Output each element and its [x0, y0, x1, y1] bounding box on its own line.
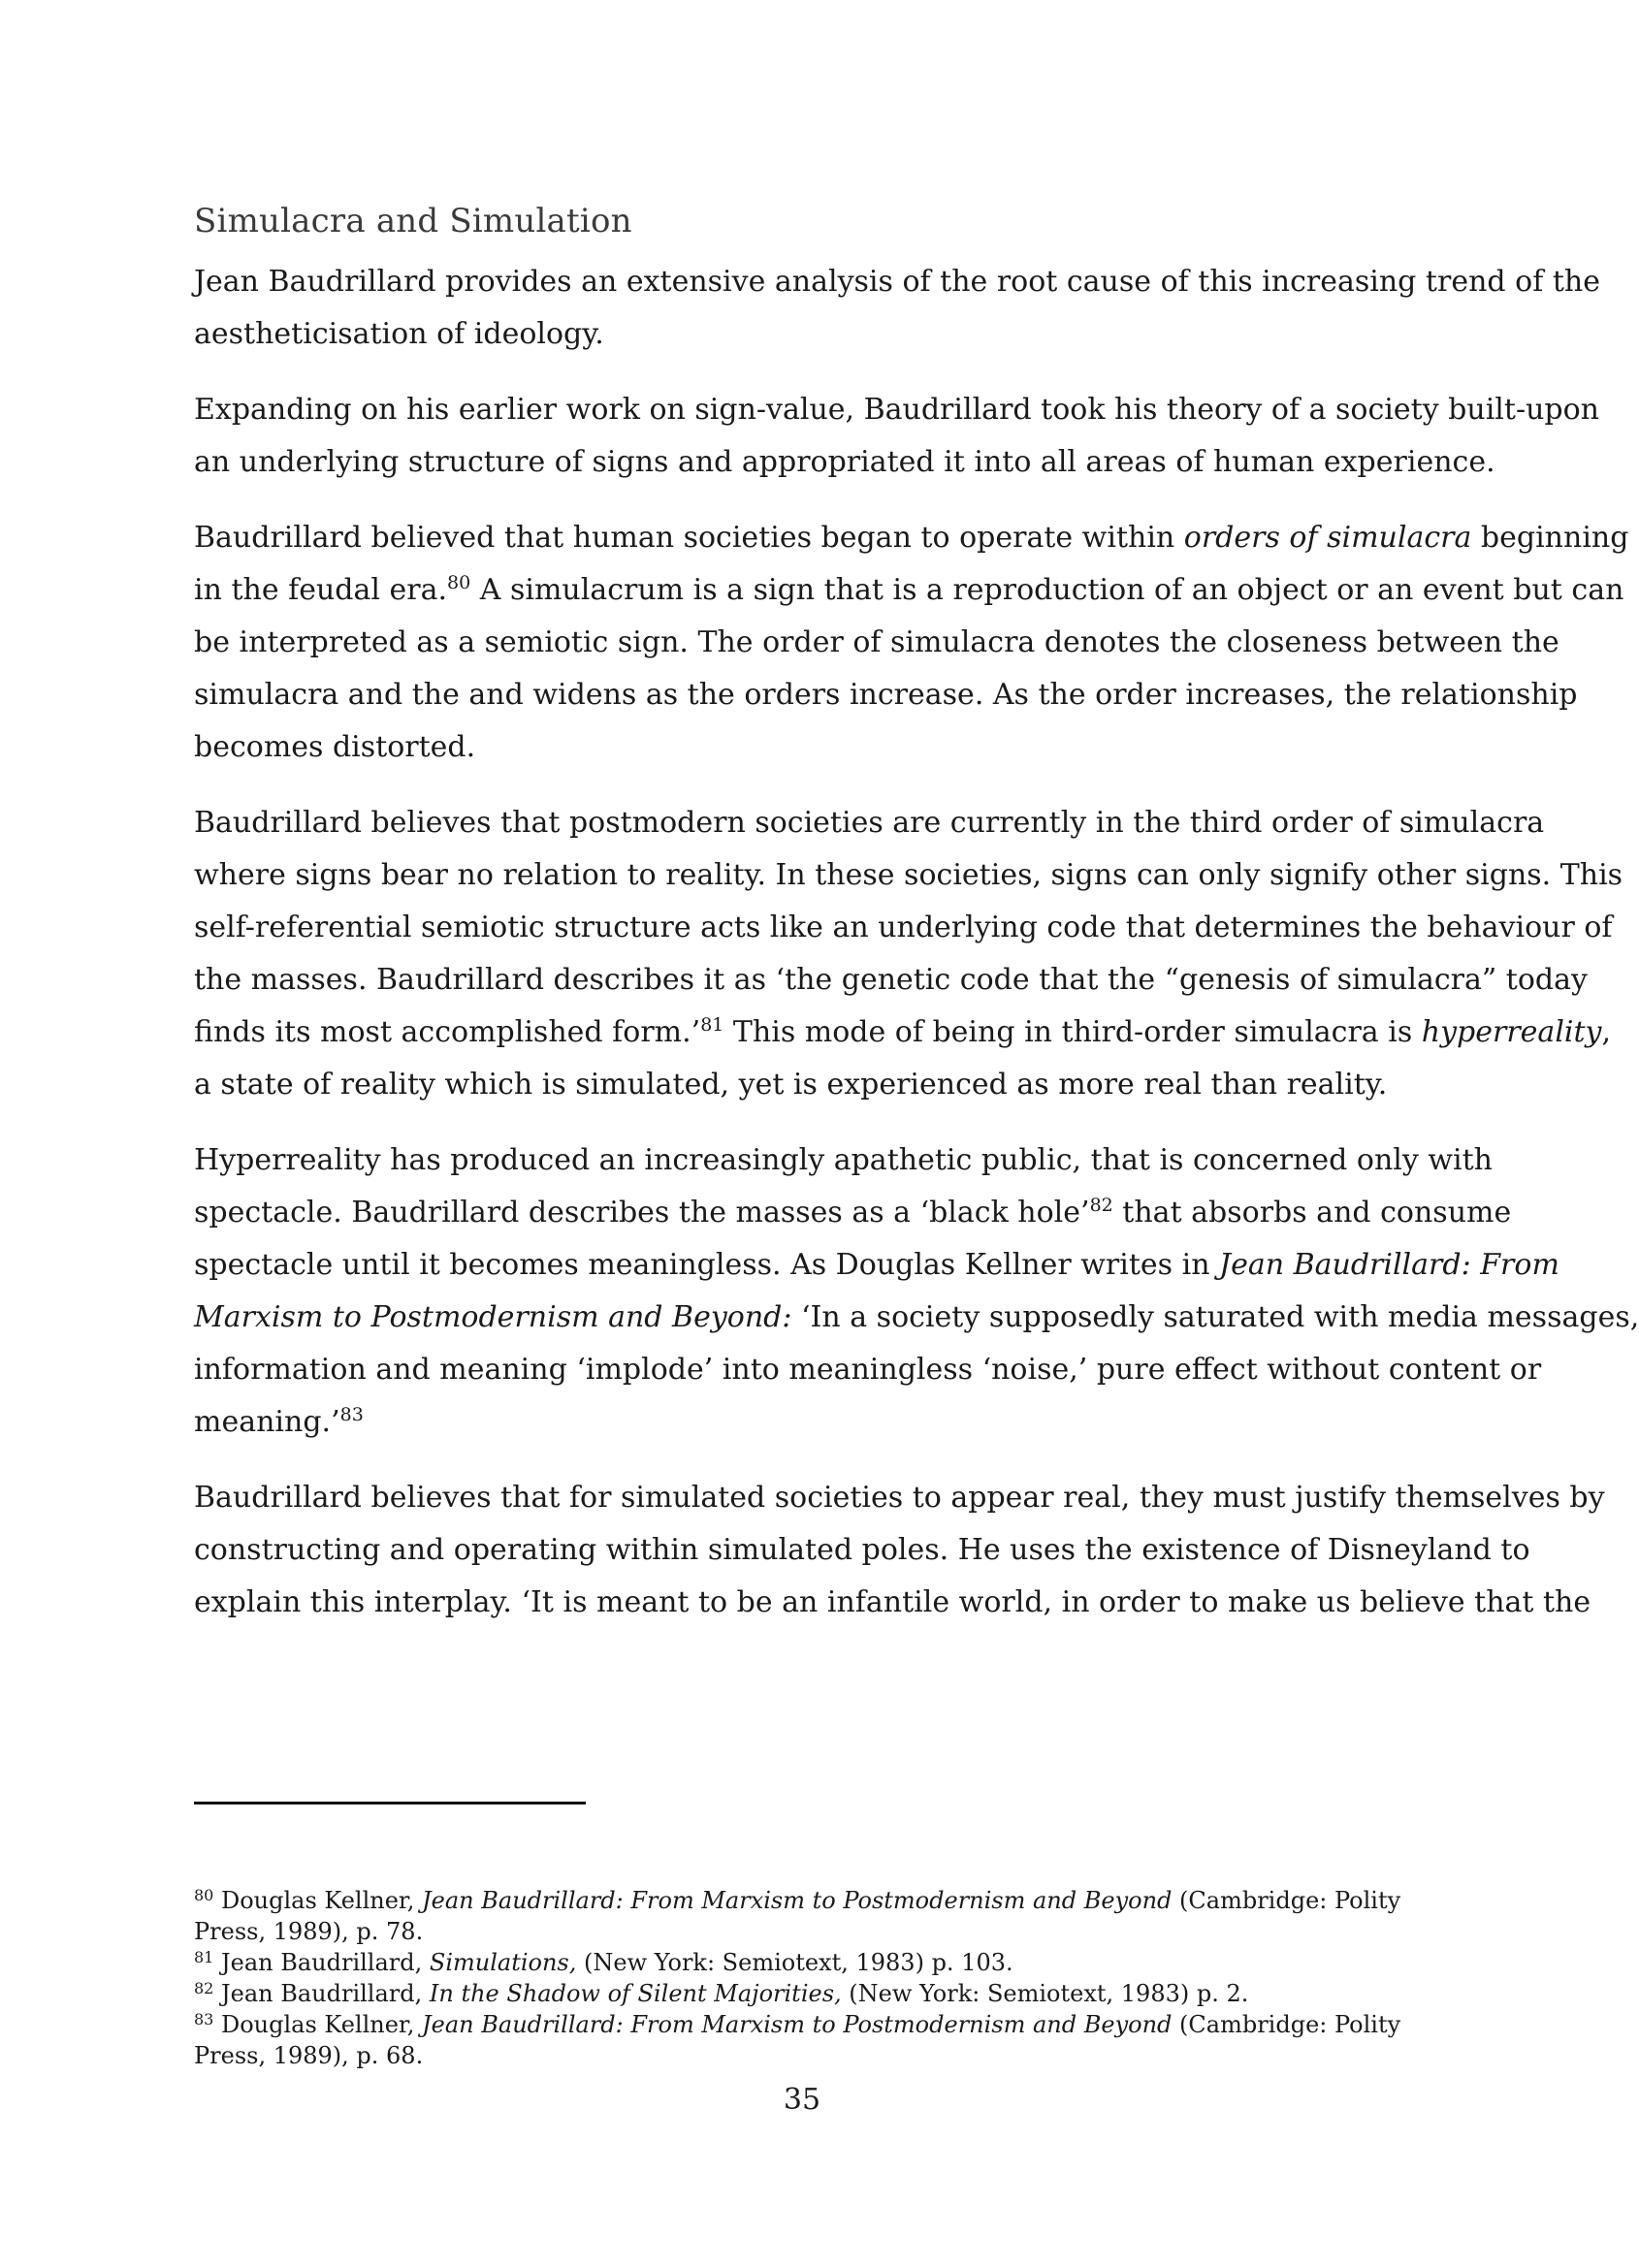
italic-title: Jean Baudrillard: From Marxism to Postmodernism and Beyond — [422, 2011, 1173, 2038]
text-line — [194, 1187, 1512, 1239]
italic-title: Jean Baudrillard: From — [1219, 1248, 1559, 1282]
paragraph — [194, 384, 1599, 489]
text-line — [194, 669, 1578, 721]
text-run: spectacle. Baudrillard describes the masses as a ‘black hole’ — [194, 1196, 1090, 1230]
section-heading: Simulacra and Simulation — [194, 202, 632, 240]
text-run: Expanding on his earlier work on sign-value, Baudrillard took his theory of a society built-upon — [194, 393, 1599, 427]
text-run: Jean Baudrillard, — [213, 1949, 430, 1976]
text-line — [194, 1916, 1400, 1947]
text-line — [194, 902, 1613, 954]
text-run: (Cambridge: Polity — [1172, 1887, 1401, 1914]
text-run: Douglas Kellner, — [213, 2011, 423, 2038]
text-run: (New York: Semiotext, 1983) p. 103. — [576, 1949, 1013, 1976]
text-run: where signs bear no relation to reality. In these societies, signs can only signify other signs. This — [194, 858, 1623, 892]
text-line — [194, 1947, 1400, 1978]
text-run: that absorbs and consume — [1112, 1196, 1512, 1230]
text-line — [194, 436, 1495, 489]
footnote-number: 82 — [194, 1979, 214, 1997]
footnote-ref[interactable]: 83 — [339, 1404, 364, 1425]
paragraph — [194, 1134, 1639, 1449]
text-run: spectacle until it becomes meaningless. As Douglas Kellner writes in — [194, 1248, 1220, 1282]
footnote-ref[interactable]: 82 — [1089, 1195, 1113, 1216]
text-run: (New York: Semiotext, 1983) p. 2. — [841, 1980, 1249, 2007]
text-run: simulacra and the and widens as the orders increase. As the order increases, the relationship — [194, 678, 1578, 712]
text-line — [194, 1577, 1591, 1629]
text-line — [194, 617, 1559, 669]
text-line — [194, 1239, 1559, 1292]
text-line — [194, 256, 1600, 308]
text-line — [194, 1006, 1612, 1059]
text-run: meaning.’ — [194, 1405, 340, 1439]
text-line — [194, 308, 1422, 361]
text-run: a state of reality which is simulated, yet is experienced as more real than reality. — [194, 1068, 1388, 1102]
text-run: Jean Baudrillard provides an extensive analysis of the root cause of this increasing trend of the — [194, 265, 1600, 299]
text-run: Press, 1989), p. 68. — [194, 2042, 424, 2069]
text-line — [194, 384, 1599, 436]
text-line — [194, 1344, 1542, 1396]
body-text — [194, 256, 1639, 1652]
text-run: beginning — [1471, 521, 1629, 555]
italic-term: hyperreality — [1421, 1015, 1602, 1049]
text-run: be interpreted as a semiotic sign. The order of simulacra denotes the closeness between the — [194, 625, 1559, 659]
text-run: This mode of being in third-order simulacra is — [723, 1015, 1422, 1049]
text-run: Jean Baudrillard, — [213, 1980, 430, 2007]
text-run: Baudrillard believed that human societies began to operate within — [194, 521, 1184, 555]
text-line — [194, 2040, 1400, 2071]
paragraph — [194, 512, 1629, 774]
footnote — [194, 2009, 1400, 2071]
text-line — [194, 1472, 1605, 1524]
text-run: Hyperreality has produced an increasingly apathetic public, that is concerned only with — [194, 1143, 1493, 1177]
footnote — [194, 1885, 1400, 1947]
footnote-number: 83 — [194, 2010, 214, 2028]
text-run: Press, 1989), p. 78. — [194, 1918, 424, 1945]
text-run: constructing and operating within simulated poles. He uses the existence of Disneyland to — [194, 1533, 1530, 1567]
text-line — [194, 1134, 1493, 1187]
paragraph — [194, 256, 1600, 361]
text-line — [194, 1978, 1400, 2009]
footnotes — [194, 1885, 1400, 2071]
text-run: an underlying structure of signs and appropriated it into all areas of human experience. — [194, 445, 1495, 479]
footnote-ref[interactable]: 81 — [700, 1014, 724, 1036]
text-run: , — [1601, 1015, 1612, 1049]
footnote-number: 80 — [194, 1886, 214, 1904]
text-run: explain this interplay. ‘It is meant to be an infantile world, in order to make us believe that the — [194, 1585, 1591, 1619]
footnote — [194, 1978, 1400, 2009]
text-line — [194, 797, 1545, 849]
text-line — [194, 954, 1588, 1006]
paragraph — [194, 1472, 1605, 1629]
text-line — [194, 1059, 1422, 1111]
text-line — [194, 1292, 1639, 1344]
text-run: finds its most accomplished form.’ — [194, 1015, 701, 1049]
text-run: ‘In a society supposedly saturated with media messages, — [791, 1300, 1639, 1334]
text-line — [194, 2009, 1400, 2040]
italic-term: orders of simulacra — [1183, 521, 1472, 555]
text-run: becomes distorted. — [194, 730, 476, 764]
text-line — [194, 1885, 1400, 1916]
text-run: A simulacrum is a sign that is a reproduction of an object or an event but can — [470, 573, 1624, 607]
text-run: (Cambridge: Polity — [1172, 2011, 1401, 2038]
text-run: Baudrillard believes that for simulated societies to appear real, they must justify themselves by — [194, 1481, 1605, 1515]
text-run: aestheticisation of ideology. — [194, 317, 604, 351]
text-run: in the feudal era. — [194, 573, 448, 607]
footnote-separator — [194, 1802, 586, 1805]
paragraph — [194, 797, 1623, 1111]
text-run: the masses. Baudrillard describes it as ‘the genetic code that the “genesis of simulacra” today — [194, 963, 1588, 997]
italic-title: Jean Baudrillard: From Marxism to Postmodernism and Beyond — [422, 1887, 1173, 1914]
footnote-ref[interactable]: 80 — [447, 572, 471, 593]
text-line — [194, 1396, 1422, 1449]
italic-title: Simulations, — [429, 1949, 577, 1976]
page-number: 35 — [783, 2083, 821, 2117]
text-line — [194, 849, 1623, 902]
text-run: information and meaning ‘implode’ into meaningless ‘noise,’ pure effect without content or — [194, 1353, 1542, 1387]
text-line — [194, 512, 1629, 564]
text-run: Baudrillard believes that postmodern societies are currently in the third order of simulacra — [194, 806, 1545, 840]
footnote-number: 81 — [194, 1948, 214, 1966]
italic-title: In the Shadow of Silent Majorities, — [429, 1980, 842, 2007]
text-line — [194, 564, 1624, 617]
text-line — [194, 1524, 1530, 1577]
text-run: Douglas Kellner, — [213, 1887, 423, 1914]
footnote — [194, 1947, 1400, 1978]
text-run: self-referential semiotic structure acts like an underlying code that determines the behaviour of — [194, 910, 1613, 944]
italic-title: Marxism to Postmodernism and Beyond: — [194, 1300, 792, 1334]
text-line — [194, 721, 1422, 774]
